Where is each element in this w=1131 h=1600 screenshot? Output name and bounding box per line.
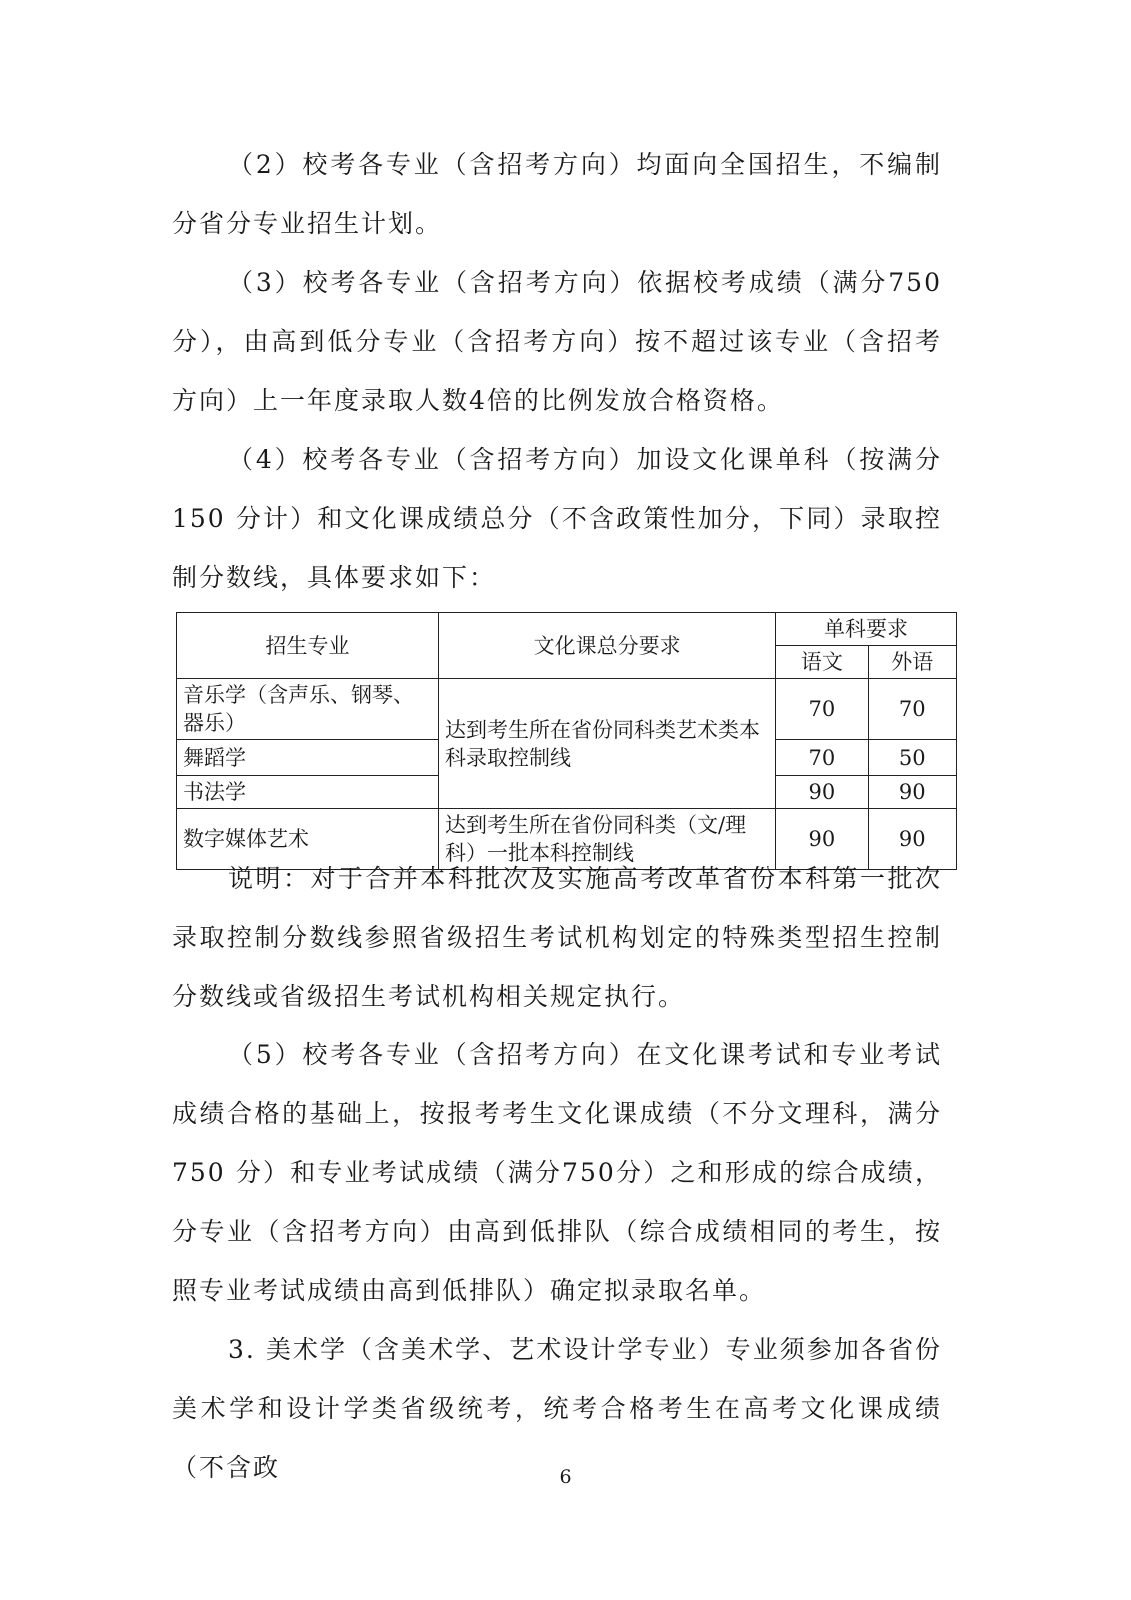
header-major: 招生专业	[177, 613, 439, 679]
paragraph-4: （4）校考各专业（含招考方向）加设文化课单科（按满分150 分计）和文化课成绩总分（不含政策性加分，下同）录取控制分数线，具体要求如下：	[172, 445, 942, 592]
row-chinese: 70	[776, 740, 868, 776]
total-requirement-digital: 达到考生所在省份同科类（文/理科）一批本科控制线	[439, 809, 776, 870]
page-number: 6	[559, 1466, 572, 1488]
row-major: 书法学	[177, 776, 439, 809]
row-chinese: 90	[776, 776, 868, 809]
table-row	[177, 679, 957, 740]
header-total-requirement: 文化课总分要求	[439, 613, 776, 679]
header-foreign-language: 外语	[868, 646, 956, 679]
row-major: 音乐学（含声乐、钢琴、器乐）	[177, 679, 439, 740]
row-major: 数字媒体艺术	[177, 809, 439, 870]
row-foreign: 90	[868, 776, 956, 809]
header-single-subject: 单科要求	[776, 613, 957, 646]
paragraph-6: 3. 美术学（含美术学、艺术设计学专业）专业须参加各省份美术学和设计学类省级统考，统考合格考生在高考文化课成绩（不含政	[172, 1335, 942, 1482]
paragraph-5: （5）校考各专业（含招考方向）在文化课考试和专业考试成绩合格的基础上，按报考考生文化课成绩（不分文理科，满分750 分）和专业考试成绩（满分750分）之和形成的综合成绩，分专业（含招考方向）由高到低排队（综合成绩相同的考生，按照专业考试成绩由高到低排队）确定拟录取名单。	[172, 1040, 942, 1305]
row-major: 舞蹈学	[177, 740, 439, 776]
note-paragraph: 说明：对于合并本科批次及实施高考改革省份本科第一批次录取控制分数线参照省级招生考试机构划定的特殊类型招生控制分数线或省级招生考试机构相关规定执行。	[172, 864, 942, 1011]
row-chinese: 70	[776, 679, 868, 740]
row-foreign: 50	[868, 740, 956, 776]
paragraph-2: （2）校考各专业（含招考方向）均面向全国招生，不编制分省分专业招生计划。	[172, 150, 942, 238]
total-requirement-art: 达到考生所在省份同科类艺术类本科录取控制线	[439, 679, 776, 809]
row-foreign: 90	[868, 809, 956, 870]
header-chinese: 语文	[776, 646, 868, 679]
row-chinese: 90	[776, 809, 868, 870]
admission-requirements-table	[176, 612, 957, 870]
row-foreign: 70	[868, 679, 956, 740]
paragraph-3: （3）校考各专业（含招考方向）依据校考成绩（满分750 分），由高到低分专业（含招考方向）按不超过该专业（含招考方向）上一年度录取人数4倍的比例发放合格资格。	[172, 268, 942, 415]
